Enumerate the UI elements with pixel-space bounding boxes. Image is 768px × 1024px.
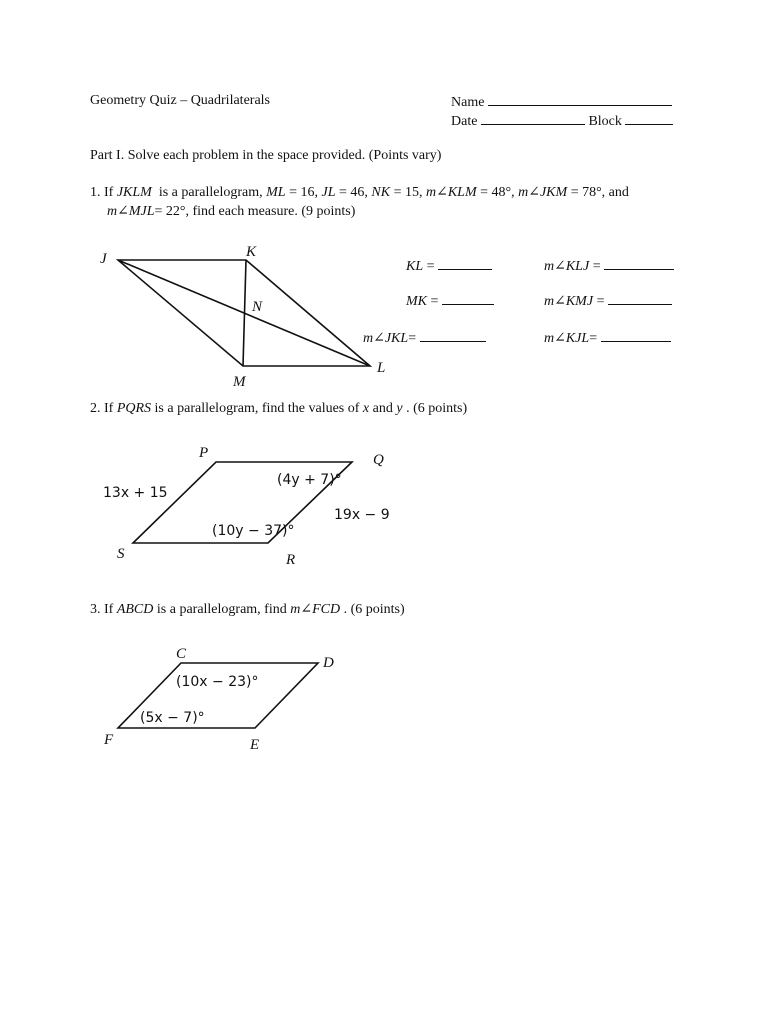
q1-vertex-m: M [233,374,246,390]
q3-vertex-c: C [176,646,187,662]
q2-var-x: x [362,401,370,416]
q3-vertex-f: F [104,732,114,748]
q1-vertex-j: J [100,251,107,267]
q2-and: and [369,401,397,416]
q1-text: is a parallelogram, [155,185,267,200]
answer-kmj-label: m∠KMJ [544,294,594,309]
quiz-title: Geometry Quiz – Quadrilaterals [90,93,270,108]
q2-vertex-s: S [117,546,125,562]
q1-jl-value: = 46, [335,185,372,200]
q3-angle-f-label: (5x − 7)° [140,710,205,726]
answer-mk-label: MK [406,294,427,309]
part-instructions: Part I. Solve each problem in the space provided. (Points vary) [90,148,442,163]
q1-angle-mjl: m∠MJL [107,204,155,219]
q1-ml: ML [266,185,286,200]
q3-angle-c-label: (10x − 23)° [176,674,259,690]
answer-jkl-label: m∠JKL [363,331,409,346]
q1-jl: JL [321,185,336,200]
q1-point-n: N [252,299,263,315]
equals-sign: = [589,259,605,274]
q3-angle-fcd: m∠FCD [290,602,341,617]
q2-vertex-p: P [199,445,209,461]
block-label: Block [588,114,622,129]
q1-figure-name: JKLM [116,185,152,200]
q2-vertex-q: Q [373,452,384,468]
q1-angle-klm-value: = 48°, [476,185,519,200]
q2-side-qr-label: 19x − 9 [334,507,390,523]
q2-prefix: 2. If [90,401,117,416]
q3-vertex-d: D [323,655,334,671]
q1-ml-value: = 16, [285,185,322,200]
equals-sign: = [423,259,439,274]
q2-side-ps-label: 13x + 15 [103,485,168,501]
q1-nk-value: = 15, [390,185,426,200]
q1-vertex-k: K [246,244,257,260]
q1-vertex-l: L [377,360,386,376]
q2-points: . (6 points) [406,401,468,416]
q2-vertex-r: R [286,552,296,568]
q2-figure-name: PQRS [116,401,152,416]
answer-kl-label: KL [406,259,424,274]
q1-angle-jkm: m∠JKM [518,185,568,200]
q3-figure-name: ABCD [116,602,154,617]
name-label: Name [451,95,485,110]
q3-points: . (6 points) [343,602,405,617]
q1-nk: NK [371,185,391,200]
equals-sign: = [589,331,598,346]
answer-klj-label: m∠KLJ [544,259,590,274]
q3-prefix: 3. If [90,602,117,617]
date-label: Date [451,114,478,129]
q2-text: is a parallelogram, find the values of [151,401,363,416]
q1-angle-jkm-value: = 78°, and [567,185,629,200]
q1-prefix: 1. If [90,185,117,200]
answer-kjl-label: m∠KJL [544,331,590,346]
equals-sign: = [427,294,442,309]
q3-vertex-e: E [250,737,260,753]
q2-angle-r-label: (10y − 37)° [212,523,295,539]
q3-text: is a parallelogram, find [153,602,291,617]
q2-var-y: y [396,401,403,416]
equals-sign: = [408,331,417,346]
q1-angle-mjl-value: = 22°, find each measure. (9 points) [154,204,356,219]
q2-angle-q-label: (4y + 7)° [277,472,342,488]
q1-angle-klm: m∠KLM [425,185,477,200]
equals-sign: = [593,294,608,309]
